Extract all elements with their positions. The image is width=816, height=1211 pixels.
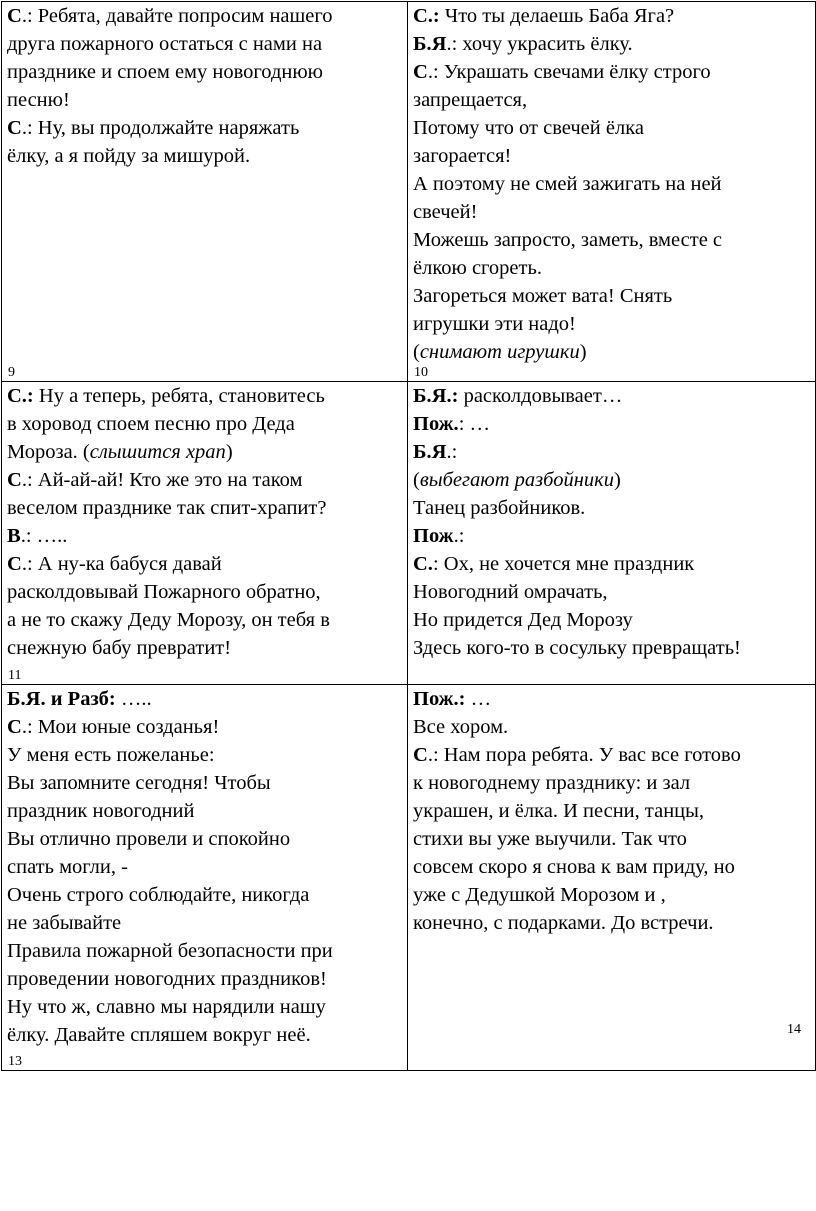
text-segment: ) (225, 441, 233, 463)
text-segment: .: хочу украсить ёлку. (446, 33, 633, 55)
text-segment: совсем скоро я снова к вам приду, но (413, 856, 735, 878)
text-line (7, 2, 403, 30)
page-number: 9 (8, 365, 15, 380)
text-segment: проведении новогодних праздников! (7, 968, 327, 990)
speaker-label: С (7, 469, 22, 491)
text-segment: Что ты делаешь Баба Яга? (439, 5, 675, 27)
card-text (7, 685, 403, 1049)
text-segment: Очень строго соблюдайте, никогда (7, 884, 310, 906)
page-number: 14 (787, 1022, 801, 1037)
text-segment: .: Ай-ай-ай! Кто же это на таком (21, 469, 303, 491)
text-segment: стихи вы уже выучили. Так что (413, 828, 687, 850)
text-segment: ( (413, 469, 420, 491)
speaker-label: С (7, 553, 22, 575)
text-line (7, 965, 403, 993)
text-line (7, 769, 403, 797)
text-line (413, 410, 811, 438)
text-segment: .: Ну, вы продолжайте наряжать (21, 117, 300, 139)
text-segment: игрушки эти надо! (413, 313, 576, 335)
text-line (413, 198, 811, 226)
speaker-label: Б.Я. и Разб: (7, 688, 116, 710)
text-segment: Здесь кого-то в сосульку превращать! (413, 637, 741, 659)
speaker-label: С (7, 5, 22, 27)
text-segment: спать могли, - (7, 856, 128, 878)
text-line (7, 853, 403, 881)
card-text (413, 382, 811, 662)
text-segment: .: (446, 441, 458, 463)
text-line (7, 825, 403, 853)
text-segment: свечей! (413, 201, 478, 223)
text-segment: … (465, 688, 492, 710)
text-segment: праздник новогодний (7, 800, 195, 822)
text-line (413, 142, 811, 170)
text-line (413, 522, 811, 550)
text-line (413, 282, 811, 310)
table-row (2, 382, 816, 685)
text-line (7, 30, 403, 58)
text-line (7, 578, 403, 606)
text-segment: Все хором. (413, 716, 509, 738)
card-14 (408, 685, 816, 1071)
text-line (7, 438, 403, 466)
card-10 (408, 2, 816, 382)
stage-direction: выбегают разбойники (419, 469, 614, 491)
card-11 (2, 382, 408, 685)
card-text (413, 685, 811, 937)
text-segment: .: А ну-ка бабуся давай (21, 553, 222, 575)
text-line (413, 713, 811, 741)
text-segment: ёлку. Давайте спляшем вокруг неё. (7, 1024, 311, 1046)
text-line (413, 338, 811, 366)
text-segment: .: (453, 525, 465, 547)
card-text (413, 2, 811, 366)
text-segment: Ну а теперь, ребята, становитесь (33, 385, 325, 407)
text-line (7, 550, 403, 578)
text-segment: .: Нам пора ребята. У вас все готово (427, 744, 741, 766)
card-12 (408, 382, 816, 685)
text-segment: А поэтому не смей зажигать на ней (413, 173, 722, 195)
table-row (2, 685, 816, 1071)
text-segment: ) (579, 341, 587, 363)
script-table (1, 1, 816, 1071)
text-line (413, 741, 811, 769)
text-line (413, 382, 811, 410)
speaker-label: С (7, 716, 22, 738)
text-line (413, 30, 811, 58)
speaker-label: С (413, 61, 428, 83)
text-segment: уже с Дедушкой Морозом и , (413, 884, 666, 906)
stage-direction: снимают игрушки (419, 341, 580, 363)
text-segment: песню! (7, 89, 70, 111)
text-segment: Ну что ж, славно мы нарядили нашу (7, 996, 326, 1018)
text-segment: расколдовывает… (458, 385, 623, 407)
text-line (413, 114, 811, 142)
text-segment: ( (413, 341, 420, 363)
table-row (2, 2, 816, 382)
text-line (413, 881, 811, 909)
text-line (7, 114, 403, 142)
text-segment: снежную бабу превратит! (7, 637, 232, 659)
text-segment: Потому что от свечей ёлка (413, 117, 644, 139)
text-segment: : Ох, не хочется мне праздник (432, 553, 695, 575)
text-line (7, 142, 403, 170)
text-segment: ёлку, а я пойду за мишурой. (7, 145, 251, 167)
text-line (413, 909, 811, 937)
text-line (413, 2, 811, 30)
speaker-label: Пож.: (413, 688, 466, 710)
text-line (413, 494, 811, 522)
text-segment: друга пожарного остаться с нами на (7, 33, 323, 55)
speaker-label: С (7, 117, 22, 139)
text-segment: расколдовывай Пожарного обратно, (7, 581, 321, 603)
text-line (7, 466, 403, 494)
text-line (7, 522, 403, 550)
text-segment: Но придется Дед Морозу (413, 609, 633, 631)
text-segment: У меня есть пожеланье: (7, 744, 215, 766)
text-line (7, 634, 403, 662)
speaker-label: С.: (7, 385, 34, 407)
text-segment: веселом празднике так спит-храпит? (7, 497, 327, 519)
text-segment: Загореться может вата! Снять (413, 285, 673, 307)
text-segment: Мороза. ( (7, 441, 90, 463)
text-line (413, 634, 811, 662)
card-9 (2, 2, 408, 382)
text-line (413, 170, 811, 198)
text-segment: ) (613, 469, 621, 491)
text-segment: ….. (115, 688, 152, 710)
text-line (7, 713, 403, 741)
text-line (7, 382, 403, 410)
text-line (413, 254, 811, 282)
text-segment: загорается! (413, 145, 512, 167)
text-segment: Правила пожарной безопасности при (7, 940, 333, 962)
text-segment: Новогодний омрачать, (413, 581, 608, 603)
speaker-label: С.: (413, 5, 440, 27)
text-line (413, 58, 811, 86)
page-number: 13 (8, 1054, 22, 1069)
text-line (7, 797, 403, 825)
text-segment: : … (458, 413, 491, 435)
text-segment: ёлкою сгореть. (413, 257, 542, 279)
text-segment: Можешь запросто, заметь, вместе с (413, 229, 723, 251)
text-line (7, 606, 403, 634)
text-line (413, 550, 811, 578)
text-segment: празднике и споем ему новогоднюю (7, 61, 323, 83)
text-segment: запрещается, (413, 89, 528, 111)
text-segment: Вы запомните сегодня! Чтобы (7, 772, 271, 794)
text-segment: украшен, и ёлка. И песни, танцы, (413, 800, 705, 822)
text-line (413, 685, 811, 713)
text-line (7, 937, 403, 965)
text-segment: не забывайте (7, 912, 122, 934)
page-number: 10 (414, 365, 428, 380)
text-line (413, 769, 811, 797)
text-line (7, 741, 403, 769)
speaker-label: Б.Я (413, 441, 447, 463)
text-line (7, 881, 403, 909)
text-line (7, 909, 403, 937)
text-line (7, 58, 403, 86)
text-segment: .: ….. (20, 525, 68, 547)
card-text (7, 382, 403, 662)
text-line (7, 494, 403, 522)
speaker-label: Б.Я.: (413, 385, 459, 407)
text-line (7, 1021, 403, 1049)
speaker-label: Б.Я (413, 33, 447, 55)
text-line (413, 86, 811, 114)
text-segment: .: Ребята, давайте попросим нашего (21, 5, 333, 27)
text-line (413, 438, 811, 466)
text-segment: .: Мои юные созданья! (21, 716, 220, 738)
speaker-label: В (7, 525, 21, 547)
text-line (7, 410, 403, 438)
text-line (7, 993, 403, 1021)
text-line (7, 86, 403, 114)
text-line (413, 797, 811, 825)
text-line (413, 825, 811, 853)
card-13 (2, 685, 408, 1071)
text-segment: Вы отлично провели и спокойно (7, 828, 291, 850)
text-segment: в хоровод споем песню про Деда (7, 413, 295, 435)
card-text (7, 2, 403, 170)
speaker-label: С (413, 744, 428, 766)
page-number: 11 (8, 668, 22, 683)
text-line (413, 578, 811, 606)
stage-direction: слышится храп (89, 441, 226, 463)
text-line (413, 310, 811, 338)
speaker-label: С. (413, 553, 433, 575)
speaker-label: Пож. (413, 413, 459, 435)
text-segment: Танец разбойников. (413, 497, 586, 519)
text-segment: конечно, с подарками. До встречи. (413, 912, 714, 934)
text-line (413, 226, 811, 254)
text-segment: а не то скажу Деду Морозу, он тебя в (7, 609, 330, 631)
speaker-label: Пож (413, 525, 454, 547)
text-segment: .: Украшать свечами ёлку строго (427, 61, 711, 83)
text-segment: к новогоднему празднику: и зал (413, 772, 691, 794)
text-line (413, 853, 811, 881)
text-line (413, 606, 811, 634)
text-line (7, 685, 403, 713)
text-line (413, 466, 811, 494)
